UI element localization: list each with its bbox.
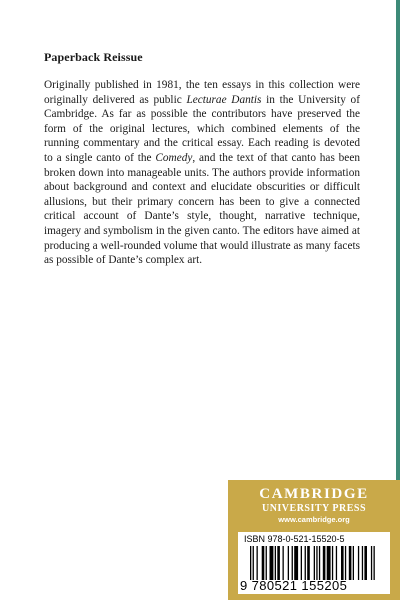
barcode-bar	[349, 546, 352, 580]
blurb-text-2: in the University of Cambridge. As far as possible the contributors have preserved the form of the original lectures, which combined elements of the running commentary and the critical essay. Each reading is devoted to a single canto of the	[44, 93, 360, 164]
publisher-panel	[228, 480, 400, 600]
publisher-press: UNIVERSITY PRESS	[261, 503, 367, 514]
ean-digits: 9 780521 155205	[240, 578, 348, 593]
publisher-url: www.cambridge.org	[278, 515, 350, 524]
barcode-bar	[353, 546, 354, 580]
barcode-bar	[262, 546, 265, 580]
isbn-label: ISBN 978-0-521-15520-5	[244, 534, 345, 544]
barcode-bars	[242, 546, 386, 580]
barcode-bar	[345, 546, 346, 580]
barcode-bar	[323, 546, 326, 580]
barcode-bar	[266, 546, 267, 580]
blurb-text-3: , and the text of that canto has been broken down into manageable units. The authors provide information about background and context and elucidate obscurities or difficult allusions, but their primary concern has been to give a connected critical account of Dante’s style, thought, narrative technique, imagery and symbolism in the given canto. The editors have aimed at producing a well-rounded volume that would illustrate as many facets as possible of Dante’s complex art.	[44, 151, 360, 267]
barcode-bar	[371, 546, 372, 580]
cover-blurb	[44, 78, 360, 268]
barcode-bar	[316, 546, 317, 580]
barcode-bar	[294, 546, 298, 580]
barcode-bar	[314, 546, 315, 580]
barcode-bar	[336, 546, 337, 580]
barcode-bar	[257, 546, 258, 580]
barcode-bar	[305, 546, 306, 580]
barcode-bar	[301, 546, 302, 580]
barcode-bar	[332, 546, 333, 580]
barcode-bar	[364, 546, 367, 580]
barcode-bar	[250, 546, 251, 580]
barcode-bar	[341, 546, 344, 580]
reissue-heading: Paperback Reissue	[44, 50, 143, 64]
publisher-name: CAMBRIDGE	[259, 486, 369, 502]
barcode-bar	[327, 546, 331, 580]
barcode-bar	[319, 546, 320, 580]
blurb-italic-lecturae: Lecturae Dantis	[186, 93, 262, 106]
barcode-bar	[270, 546, 274, 580]
barcode-bar	[253, 546, 254, 580]
barcode-bar	[307, 546, 310, 580]
barcode-bar	[277, 546, 280, 580]
blurb-italic-comedy: Comedy	[155, 151, 193, 164]
barcode-bar	[288, 546, 289, 580]
barcode-box	[238, 532, 390, 594]
barcode-bar	[374, 546, 375, 580]
blurb-text-1: Originally published in 1981, the ten essays in this collection were originally delivered as public	[44, 79, 360, 106]
barcode-bar	[358, 546, 359, 580]
barcode-bar	[362, 546, 363, 580]
barcode-bar	[275, 546, 276, 580]
barcode-bar	[283, 546, 284, 580]
barcode-bar	[292, 546, 293, 580]
